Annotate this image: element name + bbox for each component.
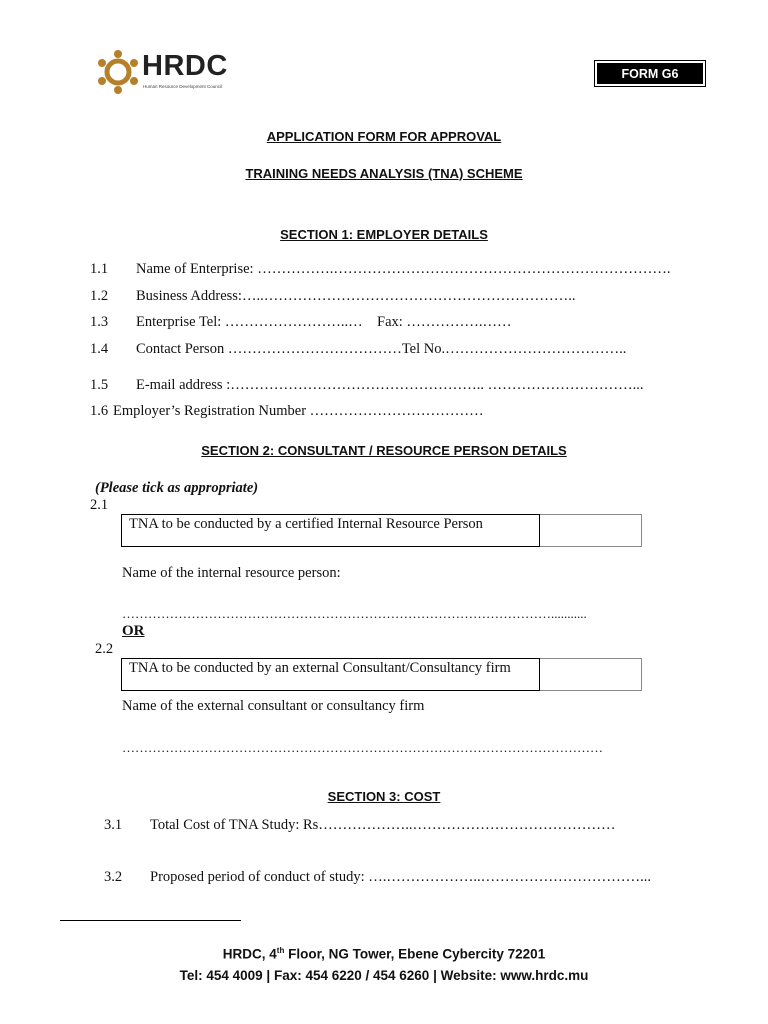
item-1-5-number: 1.5 (90, 377, 109, 393)
option-2-2-number: 2.2 (95, 641, 114, 657)
item-1-3-number: 1.3 (90, 314, 109, 330)
fax-field[interactable]: Fax: …………….…… (377, 314, 512, 330)
section1-heading: SECTION 1: EMPLOYER DETAILS (280, 227, 488, 242)
form-subtitle: TRAINING NEEDS ANALYSIS (TNA) SCHEME (245, 166, 523, 181)
section3-heading: SECTION 3: COST (327, 789, 441, 804)
external-consultant-name-field[interactable]: ………………………………………………………………………………………………… (122, 740, 603, 755)
contact-person-field[interactable]: Contact Person ………………………………Tel No.……………………………….. (136, 341, 627, 357)
footer-address-end: Floor, NG Tower, Ebene Cybercity 72201 (284, 946, 546, 962)
internal-person-prompt: Name of the internal resource person: (122, 565, 341, 581)
form-code-box (594, 60, 706, 87)
external-consultant-prompt: Name of the external consultant or consultancy firm (122, 698, 425, 714)
hrdc-logo-icon (96, 48, 140, 96)
section2-heading: SECTION 2: CONSULTANT / RESOURCE PERSON DETAILS (201, 443, 567, 458)
hrdc-logo (92, 46, 242, 98)
business-address-field[interactable]: Business Address:…..……………………………………………………….. (136, 288, 576, 304)
external-consultant-checkbox[interactable] (540, 658, 642, 691)
study-period-field[interactable]: Proposed period of conduct of study: ….………………..……………………………... (150, 869, 652, 885)
option-2-1-number: 2.1 (90, 497, 109, 513)
internal-resource-label: TNA to be conducted by a certified Internal Resource Person (121, 514, 540, 547)
email-field[interactable]: E-mail address :…………………………………………….. …………………………... (136, 377, 644, 393)
form-title: APPLICATION FORM FOR APPROVAL (266, 129, 502, 144)
external-consultant-option (121, 658, 642, 691)
item-1-1-number: 1.1 (90, 261, 109, 277)
item-1-6-number: 1.6 (90, 403, 109, 419)
footer-address-start: HRDC, 4 (222, 946, 277, 962)
enterprise-tel-field[interactable]: Enterprise Tel: ……………………..… (136, 314, 363, 330)
registration-number-field[interactable]: Employer’s Registration Number ……………………………… (113, 403, 484, 419)
logo-subtitle: Human Resource Development Council (143, 84, 223, 89)
footer-address (0, 946, 768, 962)
internal-resource-checkbox[interactable] (540, 514, 642, 547)
enterprise-name-field[interactable]: Name of Enterprise: …………….……………………………………………………………. (136, 261, 671, 277)
or-separator: OR (122, 623, 145, 639)
item-1-4-number: 1.4 (90, 341, 109, 357)
external-consultant-label: TNA to be conducted by an external Consultant/Consultancy firm (121, 658, 540, 691)
internal-resource-option (121, 514, 642, 547)
internal-person-name-field[interactable]: ………………………………………………………………………………………........... (122, 606, 587, 621)
tick-instruction: (Please tick as appropriate) (95, 480, 259, 496)
form-code: FORM G6 (597, 63, 703, 84)
total-cost-field[interactable]: Total Cost of TNA Study: Rs………………..…………………………………… (150, 817, 616, 833)
item-3-1-number: 3.1 (104, 817, 123, 833)
footnote-divider (60, 920, 241, 921)
footer-contact: Tel: 454 4009 | Fax: 454 6220 / 454 6260 | Website: www.hrdc.mu (179, 968, 589, 983)
item-3-2-number: 3.2 (104, 869, 123, 885)
item-1-2-number: 1.2 (90, 288, 109, 304)
logo-text: HRDC (142, 50, 228, 82)
footer-address-superscript: th (276, 946, 285, 955)
